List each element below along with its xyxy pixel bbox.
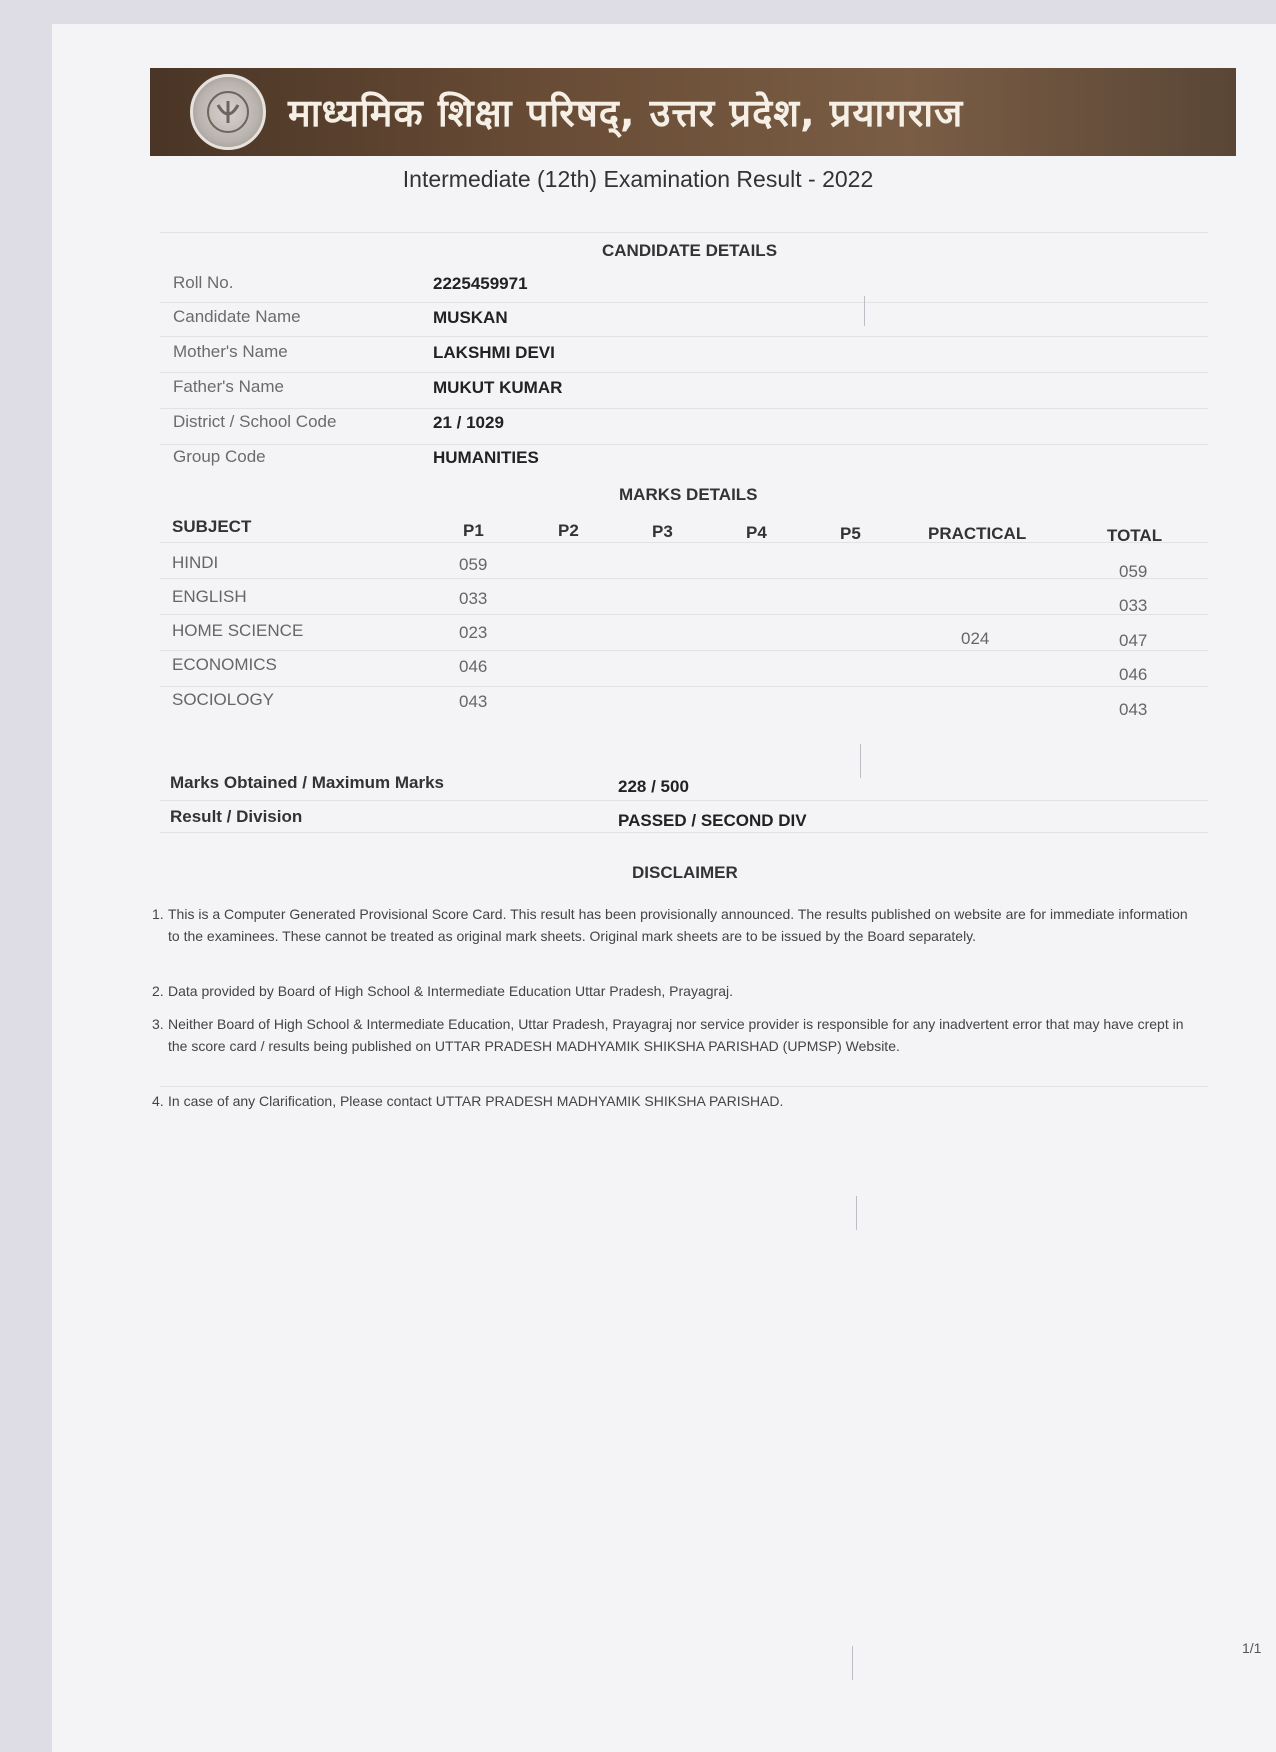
mother-name-value: LAKSHMI DEVI xyxy=(433,343,555,362)
scan-mark xyxy=(852,1646,853,1680)
p1-mark: 059 xyxy=(459,555,488,574)
divider xyxy=(160,408,1208,409)
result-division-value: PASSED / SECOND DIV xyxy=(618,811,807,830)
col-p3: P3 xyxy=(652,522,673,541)
p1-mark: 043 xyxy=(459,692,488,711)
candidate-name-value: MUSKAN xyxy=(433,308,508,327)
disclaimer-text: Neither Board of High School & Intermediate Education, Uttar Pradesh, Prayagraj nor service provider is responsible for any inadvertent error that may have crept in the score card / results being published on UTTAR PRADESH MADHYAMIK SHIKSHA PARISHAD (UPMSP) Website. xyxy=(168,1016,1184,1054)
divider xyxy=(160,444,1208,445)
exam-title: Intermediate (12th) Examination Result - 2022 xyxy=(402,166,874,192)
disclaimer-item xyxy=(152,980,1200,1002)
divider xyxy=(160,302,1208,303)
total-mark: 046 xyxy=(1119,665,1148,684)
group-code-value: HUMANITIES xyxy=(433,448,539,467)
father-name-label: Father's Name xyxy=(173,377,284,396)
group-code-label: Group Code xyxy=(173,447,266,466)
result-sheet xyxy=(52,24,1276,1752)
divider xyxy=(160,832,1208,833)
mother-name-label: Mother's Name xyxy=(173,342,288,361)
page-number: 1/1 xyxy=(1242,1640,1262,1656)
district-school-code-value: 21 / 1029 xyxy=(433,413,504,432)
result-division-label: Result / Division xyxy=(170,807,303,826)
total-mark: 059 xyxy=(1119,562,1148,581)
board-title: माध्यमिक शिक्षा परिषद्, उत्तर प्रदेश, प्रयागराज xyxy=(288,91,964,135)
disclaimer-item xyxy=(152,1090,1200,1112)
disclaimer-number: 3. xyxy=(152,1016,164,1032)
subject-name: ENGLISH xyxy=(172,587,247,606)
subject-name: SOCIOLOGY xyxy=(172,690,275,709)
candidate-details-heading: CANDIDATE DETAILS xyxy=(602,241,778,260)
col-p5: P5 xyxy=(840,524,861,543)
practical-mark: 024 xyxy=(961,629,990,648)
p1-mark: 023 xyxy=(459,623,488,642)
subject-name: HINDI xyxy=(172,553,219,572)
father-name-value: MUKUT KUMAR xyxy=(433,378,563,397)
p1-mark: 033 xyxy=(459,589,488,608)
divider xyxy=(160,372,1208,373)
disclaimer-number: 2. xyxy=(152,983,164,999)
disclaimer-text: In case of any Clarification, Please contact UTTAR PRADESH MADHYAMIK SHIKSHA PARISHAD. xyxy=(168,1093,784,1109)
candidate-name-label: Candidate Name xyxy=(173,307,301,326)
divider xyxy=(160,232,1208,233)
disclaimer-number: 1. xyxy=(152,906,164,922)
scan-mark xyxy=(860,744,861,778)
divider xyxy=(160,614,1208,615)
subject-name: HOME SCIENCE xyxy=(172,621,304,640)
col-practical: PRACTICAL xyxy=(928,524,1027,543)
total-mark: 033 xyxy=(1119,596,1148,615)
scan-mark xyxy=(864,296,865,326)
subject-name: ECONOMICS xyxy=(172,655,277,674)
marks-obtained-value: 228 / 500 xyxy=(618,777,689,796)
divider xyxy=(160,1086,1208,1087)
divider xyxy=(160,578,1208,579)
up-government-emblem-icon xyxy=(190,74,266,150)
district-school-code-label: District / School Code xyxy=(173,412,337,431)
disclaimer-item xyxy=(152,1013,1200,1057)
total-mark: 047 xyxy=(1119,631,1148,650)
scan-mark xyxy=(856,1196,857,1230)
total-mark: 043 xyxy=(1119,700,1148,719)
col-subject: SUBJECT xyxy=(172,517,252,536)
col-p4: P4 xyxy=(746,523,767,542)
disclaimer-text: Data provided by Board of High School & Intermediate Education Uttar Pradesh, Prayagraj. xyxy=(168,983,733,999)
divider xyxy=(160,542,1208,543)
disclaimer-item xyxy=(152,903,1200,947)
col-p2: P2 xyxy=(558,521,579,540)
divider xyxy=(160,650,1208,651)
divider xyxy=(160,686,1208,687)
board-banner xyxy=(150,68,1236,156)
roll-no-label: Roll No. xyxy=(173,273,234,292)
col-p1: P1 xyxy=(463,521,484,540)
col-total: TOTAL xyxy=(1107,526,1163,545)
disclaimer-heading: DISCLAIMER xyxy=(632,863,738,882)
p1-mark: 046 xyxy=(459,657,488,676)
divider xyxy=(160,800,1208,801)
roll-no-value: 2225459971 xyxy=(433,274,528,293)
divider xyxy=(160,336,1208,337)
disclaimer-text: This is a Computer Generated Provisional Score Card. This result has been provisionally announced. The results published on website are for immediate information to the examinees. These cannot be treated as original mark sheets. Original mark sheets are to be issued by the Board separately. xyxy=(168,906,1188,944)
marks-obtained-label: Marks Obtained / Maximum Marks xyxy=(170,773,444,792)
disclaimer-number: 4. xyxy=(152,1093,164,1109)
marks-details-heading: MARKS DETAILS xyxy=(619,485,758,504)
